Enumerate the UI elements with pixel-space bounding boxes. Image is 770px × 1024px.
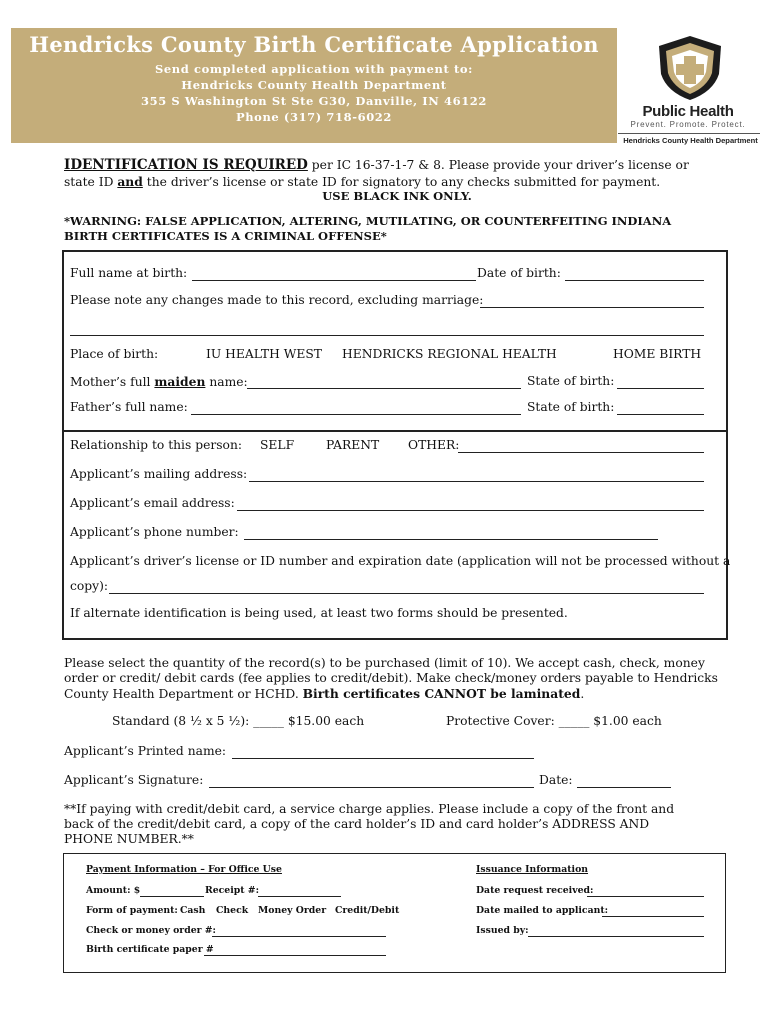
receipt-label: Receipt #: <box>205 885 260 896</box>
identification-line-2: state ID and the driver’s license or state ID for signatory to any checks submitted for payment. <box>64 174 661 189</box>
record-changes-field-line-2[interactable] <box>70 335 704 336</box>
signature-label: Applicant’s Signature: <box>64 773 204 787</box>
payment-option-check[interactable]: Check <box>216 905 249 916</box>
full-name-field[interactable] <box>192 280 476 281</box>
payment-option-money-order[interactable]: Money Order <box>258 905 327 916</box>
issued-by-label: Issued by: <box>476 925 529 936</box>
signature-field[interactable] <box>209 787 534 788</box>
payment-option-cash[interactable]: Cash <box>180 905 206 916</box>
full-name-label: Full name at birth: <box>70 266 188 280</box>
purchase-text-line-2: order or credit/ debit cards (fee applies to credit/debit). Make check/money orders payable to Hendricks <box>64 671 718 685</box>
department-name: Hendricks County Health Department <box>181 78 447 92</box>
license-label: Applicant’s driver’s license or ID number and expiration date (application will not be processed without a <box>70 554 731 568</box>
identification-heading: IDENTIFICATION IS REQUIRED <box>64 157 308 173</box>
place-option-hendricks-regional[interactable]: HENDRICKS REGIONAL HEALTH <box>342 347 557 361</box>
amount-field[interactable] <box>140 896 204 897</box>
paper-number-label: Birth certificate paper # <box>86 944 214 955</box>
email-address-field[interactable] <box>237 510 704 511</box>
license-copy-label: copy): <box>70 579 109 593</box>
purchase-text-line-3: County Health Department or HCHD. Birth certificates CANNOT be laminated. <box>64 686 585 701</box>
father-state-label: State of birth: <box>527 400 615 414</box>
issuance-info-title: Issuance Information <box>476 864 589 875</box>
date-mailed-field[interactable] <box>602 916 704 917</box>
place-of-birth-label: Place of birth: <box>70 347 159 361</box>
amount-label: Amount: $ <box>86 885 141 896</box>
mother-state-label: State of birth: <box>527 374 615 388</box>
relationship-option-self[interactable]: SELF <box>260 438 295 452</box>
logo-name: Public Health <box>642 103 734 120</box>
alternate-id-note: If alternate identification is being used, at least two forms should be presented. <box>70 606 568 620</box>
identification-line-1: IDENTIFICATION IS REQUIRED per IC 16-37-1-7 & 8. Please provide your driver’s license or <box>64 157 689 173</box>
phone-number-field[interactable] <box>244 539 658 540</box>
check-number-field[interactable] <box>212 936 386 937</box>
form-title: Hendricks County Birth Certificate Application <box>29 32 599 57</box>
paper-number-field[interactable] <box>204 955 386 956</box>
email-address-label: Applicant’s email address: <box>70 496 235 510</box>
receipt-field[interactable] <box>258 896 341 897</box>
card-fee-note-line-3: PHONE NUMBER.** <box>64 832 194 846</box>
payment-info-title: Payment Information – For Office Use <box>86 864 282 875</box>
signature-date-field[interactable] <box>577 787 671 788</box>
public-health-logo <box>618 28 763 148</box>
relationship-option-parent[interactable]: PARENT <box>326 438 380 452</box>
date-of-birth-label: Date of birth: <box>477 266 561 280</box>
logo-tagline: Prevent. Promote. Protect. <box>630 120 746 129</box>
place-option-home-birth[interactable]: HOME BIRTH <box>613 347 702 361</box>
mailing-address-label: Applicant’s mailing address: <box>70 467 248 481</box>
department-address: 355 S Washington St Ste G30, Danville, IN 46122 <box>140 94 488 108</box>
date-request-field[interactable] <box>587 896 704 897</box>
check-number-label: Check or money order #: <box>86 925 216 936</box>
relationship-label: Relationship to this person: <box>70 438 243 452</box>
record-changes-label: Please note any changes made to this record, excluding marriage: <box>70 293 484 307</box>
relationship-other-field[interactable] <box>458 452 704 453</box>
black-ink-notice: USE BLACK INK ONLY. <box>322 189 472 203</box>
relationship-option-other[interactable]: OTHER: <box>408 438 460 452</box>
logo-divider <box>618 133 760 134</box>
place-option-iu-health-west[interactable]: IU HEALTH WEST <box>206 347 322 361</box>
date-of-birth-field[interactable] <box>565 280 704 281</box>
standard-certificate-quantity[interactable]: Standard (8 ½ x 5 ½): _____ $15.00 each <box>112 714 365 728</box>
date-mailed-label: Date mailed to applicant: <box>476 905 609 916</box>
card-fee-note-line-2: back of the credit/debit card, a copy of the card holder’s ID and card holder’s ADDRESS AND <box>64 817 650 831</box>
purchase-text-line-1: Please select the quantity of the record(s) to be purchased (limit of 10). We accept cash, check, money <box>64 656 705 670</box>
mailing-address-field[interactable] <box>249 481 704 482</box>
license-field[interactable] <box>109 593 704 594</box>
date-request-label: Date request received: <box>476 885 594 896</box>
mother-name-field[interactable] <box>247 388 521 389</box>
record-changes-field[interactable] <box>480 307 704 308</box>
signature-date-label: Date: <box>539 773 573 787</box>
form-of-payment-label: Form of payment: <box>86 905 178 916</box>
payment-option-credit-debit[interactable]: Credit/Debit <box>335 905 400 916</box>
issued-by-field[interactable] <box>528 936 704 937</box>
card-fee-note-line-1: **If paying with credit/debit card, a service charge applies. Please include a copy of the front and <box>64 802 675 816</box>
printed-name-label: Applicant’s Printed name: <box>64 744 227 758</box>
mother-name-label: Mother’s full maiden name: <box>70 374 248 389</box>
mother-state-field[interactable] <box>617 388 704 389</box>
father-name-field[interactable] <box>191 414 521 415</box>
warning-line-2: BIRTH CERTIFICATES IS A CRIMINAL OFFENSE* <box>64 229 387 243</box>
protective-cover-quantity[interactable]: Protective Cover: _____ $1.00 each <box>446 714 662 728</box>
phone-number-label: Applicant’s phone number: <box>70 525 239 539</box>
printed-name-field[interactable] <box>232 758 534 759</box>
warning-line-1: *WARNING: FALSE APPLICATION, ALTERING, MUTILATING, OR COUNTERFEITING INDIANA <box>64 214 672 228</box>
father-state-field[interactable] <box>617 414 704 415</box>
father-name-label: Father’s full name: <box>70 400 188 414</box>
header-banner <box>11 28 617 143</box>
logo-department: Hendricks County Health Department <box>623 136 758 145</box>
shield-cross-icon <box>655 34 725 102</box>
send-to-text: Send completed application with payment to: <box>154 62 474 76</box>
department-phone: Phone (317) 718-6022 <box>235 110 393 124</box>
